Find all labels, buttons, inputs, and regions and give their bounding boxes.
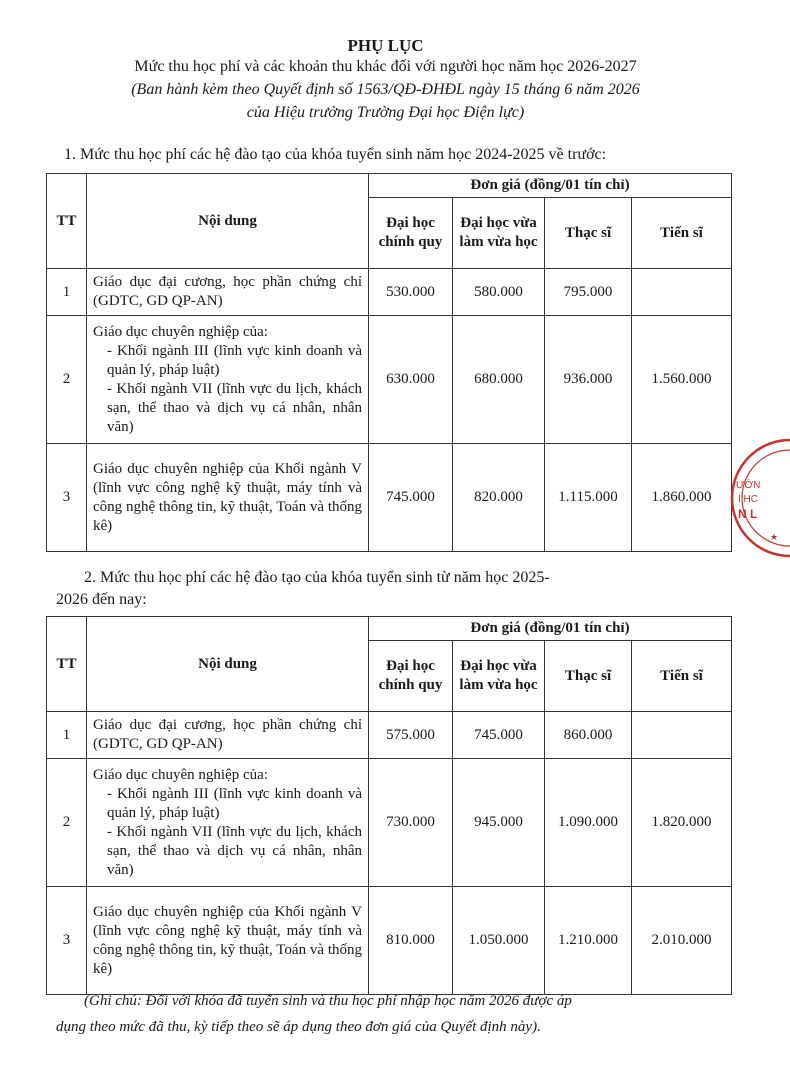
header-master: Thạc sĩ bbox=[545, 198, 632, 269]
row-doctor: 1.560.000 bbox=[632, 316, 732, 444]
row-regular: 530.000 bbox=[369, 269, 453, 316]
svg-text:★: ★ bbox=[770, 533, 779, 543]
row-tt: 1 bbox=[47, 269, 87, 316]
header-doctor: Tiến sĩ bbox=[632, 198, 732, 269]
header-content: Nội dung bbox=[87, 174, 369, 269]
row-master: 1.090.000 bbox=[545, 759, 632, 887]
page-title: PHỤ LỤC bbox=[347, 36, 424, 55]
table-row bbox=[47, 444, 732, 552]
row-regular: 575.000 bbox=[369, 712, 453, 759]
seal-text: I HC bbox=[738, 494, 758, 505]
seal-text: ƯỜN bbox=[736, 480, 761, 491]
tuition-table-1 bbox=[46, 173, 732, 552]
row-content: Giáo dục đại cương, học phần chứng chỉ (GDTC, GD QP-AN) bbox=[87, 712, 369, 759]
header-worklearn: Đại học vừa làm vừa học bbox=[453, 641, 545, 712]
header-tt: TT bbox=[47, 617, 87, 712]
seal-text: N L bbox=[738, 507, 758, 521]
row-worklearn: 820.000 bbox=[453, 444, 545, 552]
page-subtitle: Mức thu học phí và các khoản thu khác đối với người học năm học 2026-2027 bbox=[134, 58, 637, 75]
row-content-line: - Khối ngành III (lĩnh vực kinh doanh và quản lý, pháp luật) bbox=[107, 342, 362, 378]
row-doctor: 2.010.000 bbox=[632, 887, 732, 995]
row-content-line: Giáo dục chuyên nghiệp của: bbox=[93, 323, 268, 340]
tuition-table-2 bbox=[46, 616, 732, 995]
section2-heading-line2: 2026 đến nay: bbox=[56, 591, 147, 608]
note-line2: dụng theo mức đã thu, kỳ tiếp theo sẽ áp dụng theo đơn giá của Quyết định này). bbox=[56, 1019, 541, 1035]
header-content: Nội dung bbox=[87, 617, 369, 712]
row-tt: 3 bbox=[47, 444, 87, 552]
row-tt: 2 bbox=[47, 316, 87, 444]
header-master: Thạc sĩ bbox=[545, 641, 632, 712]
row-content bbox=[87, 759, 369, 887]
row-content-line: - Khối ngành VII (lĩnh vực du lịch, khách sạn, thể thao và dịch vụ cá nhân, nhân văn) bbox=[107, 380, 362, 435]
row-regular: 730.000 bbox=[369, 759, 453, 887]
row-doctor: 1.860.000 bbox=[632, 444, 732, 552]
row-content: Giáo dục đại cương, học phần chứng chỉ (GDTC, GD QP-AN) bbox=[87, 269, 369, 316]
header-tt: TT bbox=[47, 174, 87, 269]
table-row bbox=[47, 316, 732, 444]
row-worklearn: 580.000 bbox=[453, 269, 545, 316]
row-doctor bbox=[632, 712, 732, 759]
row-regular: 745.000 bbox=[369, 444, 453, 552]
decree-reference-line1: (Ban hành kèm theo Quyết định số 1563/QĐ-ĐHĐL ngày 15 tháng 6 năm 2026 bbox=[131, 81, 640, 98]
row-worklearn: 680.000 bbox=[453, 316, 545, 444]
row-worklearn: 1.050.000 bbox=[453, 887, 545, 995]
row-tt: 3 bbox=[47, 887, 87, 995]
header-unit-price: Đơn giá (đồng/01 tín chỉ) bbox=[369, 174, 732, 198]
row-worklearn: 745.000 bbox=[453, 712, 545, 759]
header-doctor: Tiến sĩ bbox=[632, 641, 732, 712]
table-row bbox=[47, 759, 732, 887]
row-tt: 1 bbox=[47, 712, 87, 759]
row-content-line: - Khối ngành VII (lĩnh vực du lịch, khách sạn, thể thao và dịch vụ cá nhân, nhân văn) bbox=[107, 823, 362, 878]
decree-reference-line2: của Hiệu trưởng Trường Đại học Điện lực) bbox=[246, 104, 525, 121]
row-content: Giáo dục chuyên nghiệp của Khối ngành V (lĩnh vực công nghệ kỹ thuật, máy tính và công nghệ thông tin, kỹ thuật, Toán và thống kê) bbox=[87, 887, 369, 995]
header-regular: Đại học chính quy bbox=[369, 641, 453, 712]
section2-heading-line1: 2. Mức thu học phí các hệ đào tạo của khóa tuyển sinh từ năm học 2025- bbox=[84, 569, 550, 586]
row-content-line: - Khối ngành III (lĩnh vực kinh doanh và quản lý, pháp luật) bbox=[107, 785, 362, 821]
row-worklearn: 945.000 bbox=[453, 759, 545, 887]
row-master: 795.000 bbox=[545, 269, 632, 316]
row-content: Giáo dục chuyên nghiệp của Khối ngành V (lĩnh vực công nghệ kỹ thuật, máy tính và công nghệ thông tin, kỹ thuật, Toán và thống kê) bbox=[87, 444, 369, 552]
table-row bbox=[47, 887, 732, 995]
section1-heading: 1. Mức thu học phí các hệ đào tạo của khóa tuyển sinh năm học 2024-2025 về trước: bbox=[64, 146, 607, 163]
official-seal-icon bbox=[730, 430, 790, 580]
row-master: 936.000 bbox=[545, 316, 632, 444]
row-doctor: 1.820.000 bbox=[632, 759, 732, 887]
header-unit-price: Đơn giá (đồng/01 tín chỉ) bbox=[369, 617, 732, 641]
row-content bbox=[87, 316, 369, 444]
note-line1: (Ghi chú: Đối với khóa đã tuyển sinh và thu học phí nhập học năm 2026 được áp bbox=[84, 993, 572, 1009]
row-tt: 2 bbox=[47, 759, 87, 887]
header-regular: Đại học chính quy bbox=[369, 198, 453, 269]
row-doctor bbox=[632, 269, 732, 316]
header-worklearn: Đại học vừa làm vừa học bbox=[453, 198, 545, 269]
row-master: 1.210.000 bbox=[545, 887, 632, 995]
row-regular: 810.000 bbox=[369, 887, 453, 995]
table-row bbox=[47, 712, 732, 759]
row-regular: 630.000 bbox=[369, 316, 453, 444]
table-row bbox=[47, 269, 732, 316]
row-master: 1.115.000 bbox=[545, 444, 632, 552]
row-master: 860.000 bbox=[545, 712, 632, 759]
row-content-line: Giáo dục chuyên nghiệp của: bbox=[93, 766, 268, 783]
